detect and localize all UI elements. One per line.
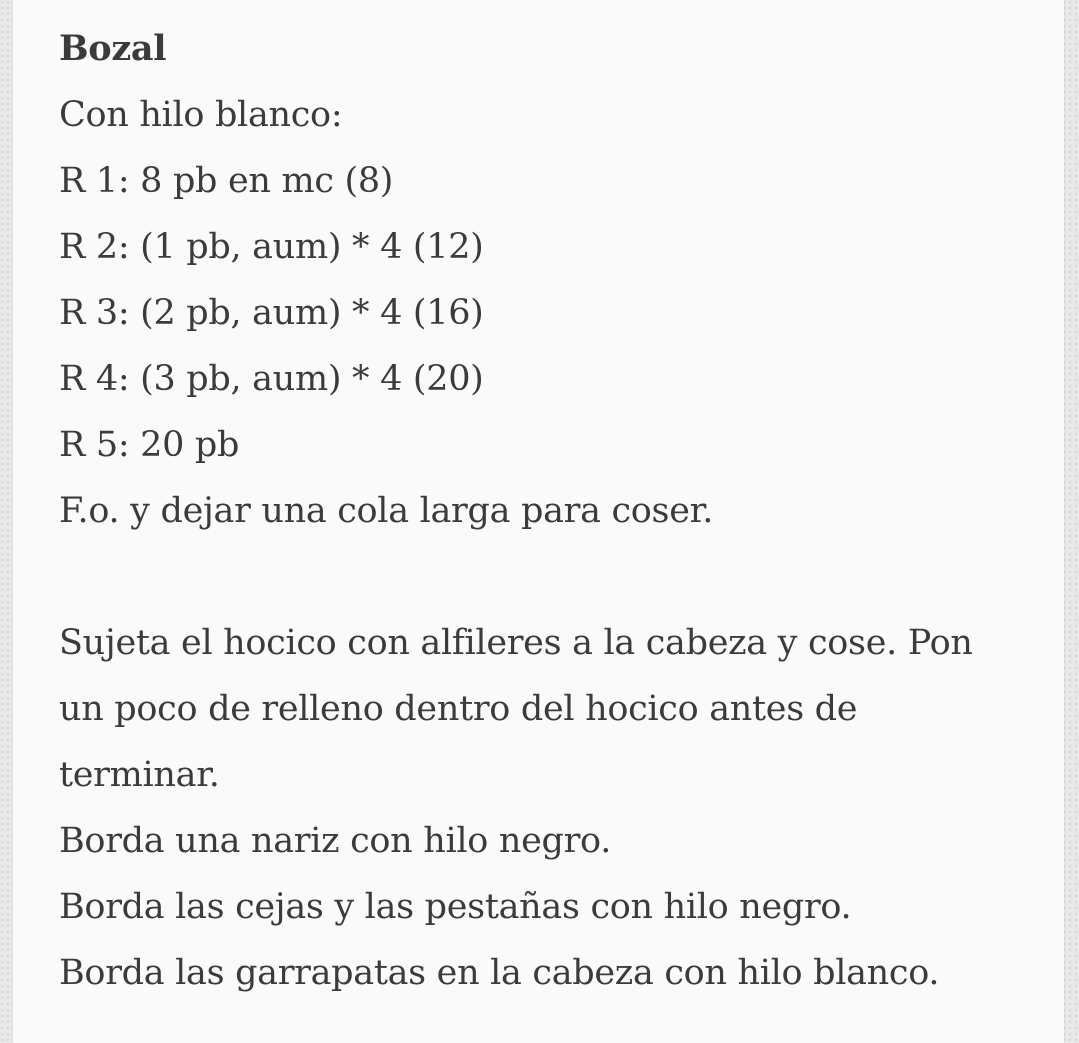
blank-spacer: [59, 544, 1054, 610]
assembly-line: un poco de relleno dentro del hocico antes de: [59, 689, 858, 729]
assembly-line: Borda las cejas y las pestañas con hilo negro.: [59, 887, 852, 927]
instruction-line-fasten-off: F.o. y dejar una cola larga para coser.: [59, 491, 714, 531]
section-heading: Bozal: [59, 28, 167, 69]
instruction-line-round-1: R 1: 8 pb en mc (8): [59, 161, 394, 201]
instruction-line-round-5: R 5: 20 pb: [59, 425, 240, 465]
pattern-text: [59, 16, 1054, 1006]
assembly-line: Borda una nariz con hilo negro.: [59, 821, 612, 861]
assembly-line: Sujeta el hocico con alfileres a la cabeza y cose. Pon: [59, 623, 973, 663]
document-page: [13, 0, 1064, 1043]
assembly-line: terminar.: [59, 755, 220, 795]
instruction-line-yarn: Con hilo blanco:: [59, 95, 343, 135]
instruction-line-round-3: R 3: (2 pb, aum) * 4 (16): [59, 293, 484, 333]
assembly-line: Borda las garrapatas en la cabeza con hilo blanco.: [59, 953, 940, 993]
instruction-line-round-2: R 2: (1 pb, aum) * 4 (12): [59, 227, 484, 267]
instruction-line-round-4: R 4: (3 pb, aum) * 4 (20): [59, 359, 484, 399]
